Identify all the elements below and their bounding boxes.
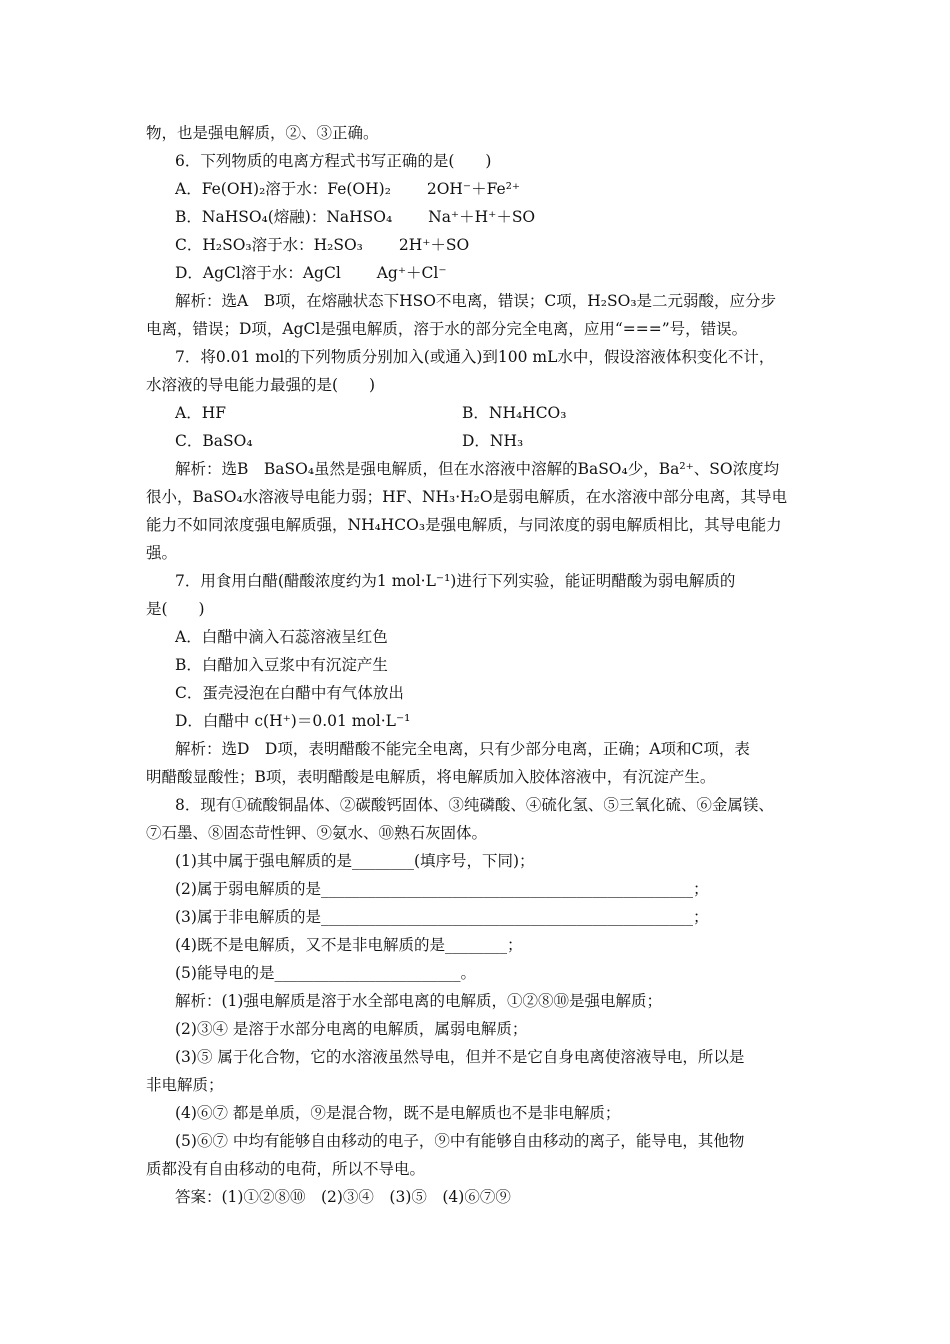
- analysis-7: 解析：选B BaSO₄虽然是强电解质，但在水溶液中溶解的BaSO₄少，Ba²⁺、SO浓度均: [175, 460, 780, 478]
- analysis-7-cont: 强。: [146, 544, 178, 562]
- option-6a: A．Fe(OH)₂溶于水：Fe(OH)₂ 2OH⁻＋Fe²⁺: [175, 180, 521, 198]
- option-7c: C．BaSO₄: [175, 432, 253, 450]
- analysis-8-4: (4)⑥⑦ 都是单质，⑨是混合物，既不是电解质也不是非电解质；: [175, 1104, 621, 1122]
- analysis-8-5: (5)⑥⑦ 中均有能够自由移动的电子，⑨中有能够自由移动的离子，能导电，其他物: [175, 1132, 745, 1150]
- analysis-7b-cont: 明醋酸显酸性；B项，表明醋酸是电解质，将电解质加入胶体溶液中，有沉淀产生。: [146, 768, 716, 786]
- question-7-cont: 水溶液的导电能力最强的是( ): [146, 376, 376, 394]
- question-7b-cont: 是( ): [146, 600, 205, 618]
- text-line: 物，也是强电解质，②、③正确。: [146, 124, 379, 142]
- question-8-cont: ⑦石墨、⑧固态苛性钾、⑨氨水、⑩熟石灰固体。: [146, 824, 488, 842]
- analysis-8-2: (2)③④ 是溶于水部分电离的电解质，属弱电解质；: [175, 1020, 528, 1038]
- subquestion-8-2: (2)属于弱电解质的是________________________________________________；: [175, 880, 709, 898]
- answer-8: 答案：(1)①②⑧⑩ (2)③④ (3)⑤ (4)⑥⑦⑨: [175, 1188, 511, 1206]
- question-6: 6．下列物质的电离方程式书写正确的是( ): [175, 152, 492, 170]
- option-7a: A．HF: [175, 404, 226, 422]
- subquestion-8-3: (3)属于非电解质的是________________________________________________；: [175, 908, 709, 926]
- option-7b-a: A．白醋中滴入石蕊溶液呈红色: [175, 628, 388, 646]
- analysis-7b: 解析：选D D项，表明醋酸不能完全电离，只有少部分电离，正确；A项和C项，表: [175, 740, 750, 758]
- analysis-7-cont: 能力不如同浓度强电解质强，NH₄HCO₃是强电解质，与同浓度的弱电解质相比，其导电能力: [146, 516, 782, 534]
- analysis-8-5-cont: 质都没有自由移动的电荷，所以不导电。: [146, 1160, 426, 1178]
- option-6d: D．AgCl溶于水：AgCl Ag⁺＋Cl⁻: [175, 264, 447, 282]
- analysis-8-3: (3)⑤ 属于化合物，它的水溶液虽然导电，但并不是它自身电离使溶液导电，所以是: [175, 1048, 745, 1066]
- analysis-6: 解析：选A B项，在熔融状态下HSO不电离，错误；C项，H₂SO₃是二元弱酸，应分步: [175, 292, 777, 310]
- option-7b-d: D．白醋中 c(H⁺)＝0.01 mol·L⁻¹: [175, 712, 411, 730]
- subquestion-8-4: (4)既不是电解质，又不是非电解质的是________；: [175, 936, 523, 954]
- analysis-7-cont: 很小，BaSO₄水溶液导电能力弱；HF、NH₃·H₂O是弱电解质，在水溶液中部分电离，其导电: [146, 488, 788, 506]
- subquestion-8-5: (5)能导电的是________________________。: [175, 964, 476, 982]
- option-7d: D．NH₃: [462, 432, 524, 450]
- analysis-6-cont: 电离，错误；D项，AgCl是强电解质，溶于水的部分完全电离，应用“===”号，错误。: [146, 320, 748, 338]
- option-6b: B．NaHSO₄(熔融)：NaHSO₄ Na⁺＋H⁺＋SO: [175, 208, 536, 226]
- question-8: 8．现有①硫酸铜晶体、②碳酸钙固体、③纯磷酸、④硫化氢、⑤三氧化硫、⑥金属镁、: [175, 796, 774, 814]
- option-7b-c: C．蛋壳浸泡在白醋中有气体放出: [175, 684, 404, 702]
- question-7b: 7．用食用白醋(醋酸浓度约为1 mol·L⁻¹)进行下列实验，能证明醋酸为弱电解质的: [175, 572, 736, 590]
- analysis-8: 解析：(1)强电解质是溶于水全部电离的电解质，①②⑧⑩是强电解质；: [175, 992, 662, 1010]
- question-7: 7．将0.01 mol的下列物质分别加入(或通入)到100 mL水中，假设溶液体积变化不计，: [175, 348, 775, 366]
- analysis-8-3-cont: 非电解质；: [146, 1076, 224, 1094]
- subquestion-8-1: (1)其中属于强电解质的是________(填序号，下同)；: [175, 852, 535, 870]
- option-7b-b: B．白醋加入豆浆中有沉淀产生: [175, 656, 388, 674]
- option-7b: B．NH₄HCO₃: [462, 404, 567, 422]
- option-6c: C．H₂SO₃溶于水：H₂SO₃ 2H⁺＋SO: [175, 236, 470, 254]
